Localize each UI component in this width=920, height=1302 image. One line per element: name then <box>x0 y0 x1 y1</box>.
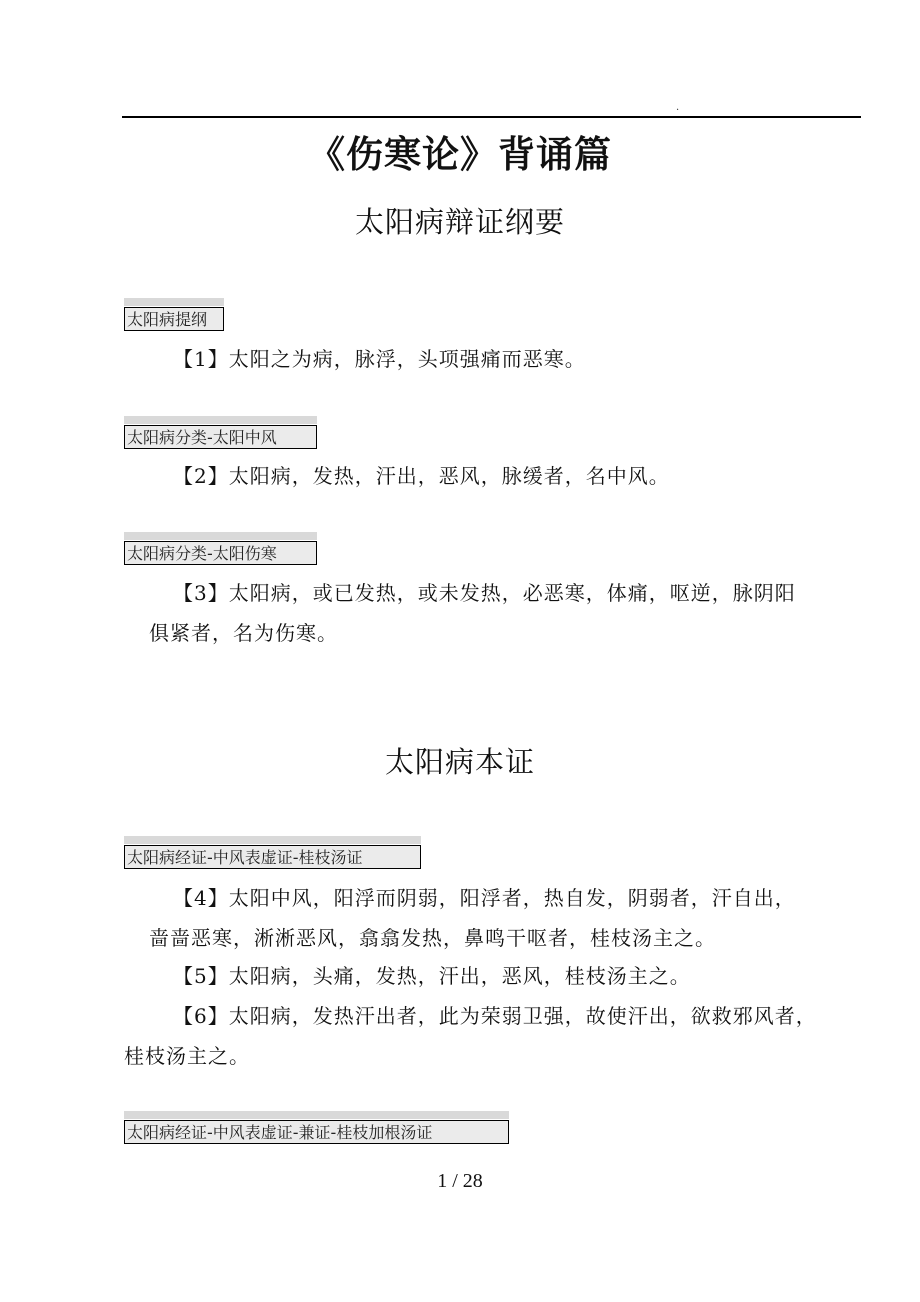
topic-tag: 太阳病分类-太阳中风 <box>124 425 317 449</box>
topic-tag: 太阳病经证-中风表虚证-兼证-桂枝加根汤证 <box>124 1120 509 1144</box>
paragraph-line: 俱紧者，名为伤寒。 <box>149 621 338 645</box>
paragraph-line: 【5】太阳病，头痛，发热，汗出，恶风，桂枝汤主之。 <box>173 964 691 988</box>
tag-shade <box>124 1111 509 1119</box>
paragraph-line: 【2】太阳病，发热，汗出，恶风，脉缓者，名中风。 <box>173 464 670 488</box>
header-rule <box>122 116 861 118</box>
tag-shade <box>124 298 224 306</box>
paragraph-line: 【3】太阳病，或已发热，或未发热，必恶寒，体痛，呕逆，脉阴阳 <box>173 581 796 605</box>
tag-shade <box>124 836 421 844</box>
section-heading-outline: 太阳病辩证纲要 <box>354 205 565 239</box>
topic-tag: 太阳病经证-中风表虚证-桂枝汤证 <box>124 845 421 869</box>
topic-tag: 太阳病分类-太阳伤寒 <box>124 541 317 565</box>
paragraph-line: 【1】太阳之为病，脉浮，头项强痛而恶寒。 <box>173 347 586 371</box>
paragraph-line: 【4】太阳中风，阳浮而阴弱，阳浮者，热自发，阴弱者，汗自出， <box>173 886 796 910</box>
paragraph-line: 桂枝汤主之。 <box>124 1044 250 1068</box>
page-number: 1 / 28 <box>437 1170 483 1192</box>
document-title: 《伤寒论》背诵篇 <box>308 132 612 176</box>
section-heading-main: 太阳病本证 <box>384 745 535 779</box>
tag-shade <box>124 416 317 424</box>
header-dot: . <box>676 102 680 113</box>
paragraph-line: 啬啬恶寒，淅淅恶风，翕翕发热，鼻鸣干呕者，桂枝汤主之。 <box>149 926 716 950</box>
paragraph-line: 【6】太阳病，发热汗出者，此为荣弱卫强，故使汗出，欲救邪风者， <box>173 1004 817 1028</box>
tag-shade <box>124 532 317 540</box>
topic-tag: 太阳病提纲 <box>124 307 224 331</box>
